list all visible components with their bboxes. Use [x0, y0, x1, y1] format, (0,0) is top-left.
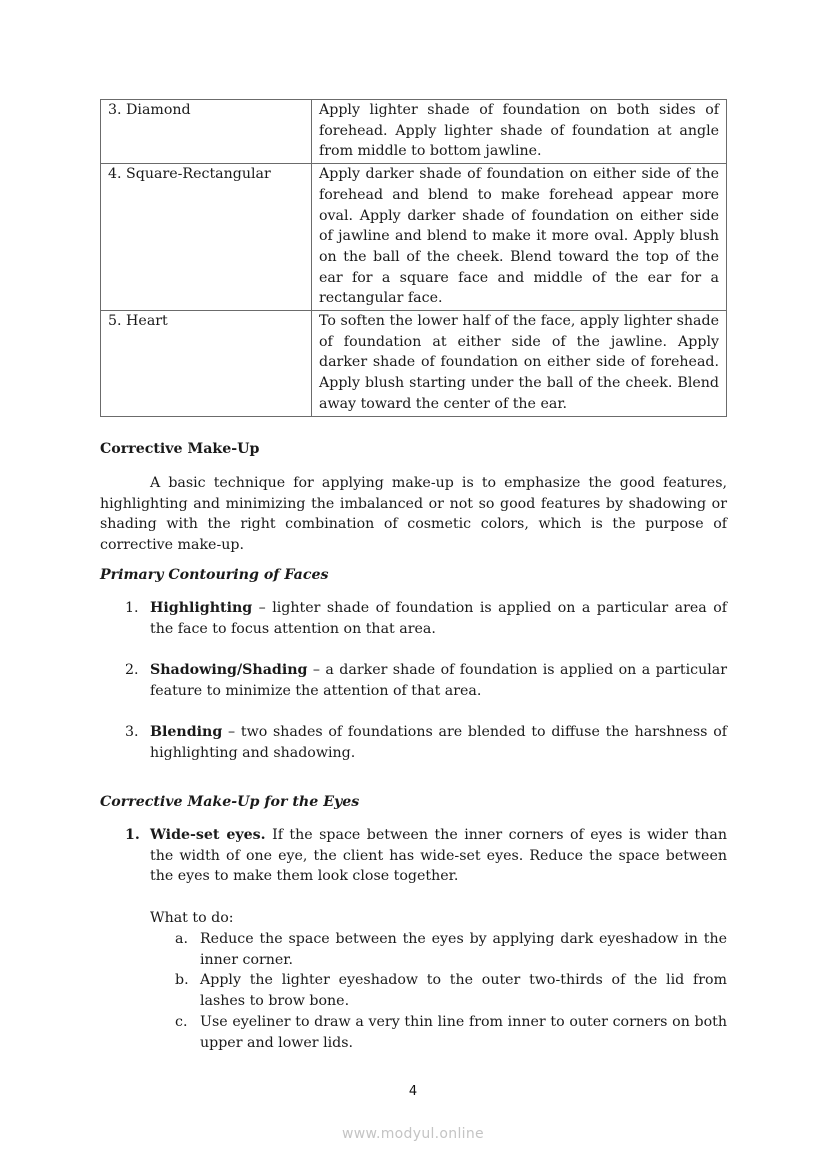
list-term: Shadowing/Shading — [150, 662, 308, 679]
list-term: Blending — [150, 724, 223, 741]
list-letter: a. — [175, 931, 188, 947]
corrective-makeup-heading: Corrective Make-Up — [100, 441, 260, 457]
steps-list — [150, 929, 727, 1053]
what-to-do-label: What to do: — [150, 910, 234, 926]
list-text: Apply the lighter eyeshadow to the outer two-thirds of the lid from lashes to brow bone. — [200, 972, 727, 1010]
face-shape-table — [100, 99, 727, 417]
face-shape-cell: 3. Diamond — [101, 100, 312, 164]
eyes-list — [100, 825, 727, 887]
description-cell: Apply darker shade of foundation on either side of the forehead and blend to make forehead appear more oval. Apply darker shade of foundation on either side of jawline and blend to make it more oval. Apply blush on the ball of the cheek. Blend toward the top of the ear for a square face and middle of the ear for a rectangular face. — [312, 164, 727, 311]
corrective-makeup-paragraph: A basic technique for applying make-up is to emphasize the good features, highlighting and minimizing the imbalanced or not so good features by shadowing or shading with the right combination of cosmetic colors, which is the purpose of corrective make-up. — [100, 475, 727, 554]
list-letter: b. — [175, 972, 189, 989]
list-term: Highlighting — [150, 600, 253, 616]
list-letter: c. — [175, 1013, 188, 1030]
eyes-heading: Corrective Make-Up for the Eyes — [100, 794, 360, 810]
description-cell: To soften the lower half of the face, apply lighter shade of foundation at either side of the jawline. Apply darker shade of foundation on either side of forehead. Apply blush starting under the ball of the cheek. Blend away toward the center of the ear. — [312, 311, 727, 417]
list-text: – two shades of foundations are blended to diffuse the harshness of highlighting and shadowing. — [150, 724, 727, 761]
list-text: Reduce the space between the eyes by applying dark eyeshadow in the inner corner. — [200, 931, 727, 968]
primary-contouring-heading: Primary Contouring of Faces — [100, 567, 329, 583]
document-page — [100, 99, 727, 1051]
list-text: If the space between the inner corners of eyes is wider than the width of one eye, the client has wide-set eyes. Reduce the space between the eyes to make them look close together. — [150, 827, 727, 885]
list-item — [150, 970, 727, 1011]
page-number: 4 — [408, 1084, 418, 1099]
list-term: Wide-set eyes. — [150, 827, 266, 843]
list-item — [150, 929, 727, 970]
list-text: – lighter shade of foundation is applied on a particular area of the face to focus attention on that area. — [150, 600, 727, 637]
list-item — [100, 722, 727, 763]
list-item — [100, 598, 727, 639]
list-text: – a darker shade of foundation is applied on a particular feature to minimize the attention of that area. — [150, 662, 727, 699]
description-cell: Apply lighter shade of foundation on both sides of forehead. Apply lighter shade of foundation at angle from middle to bottom jawline. — [312, 100, 727, 164]
list-number: 1. — [125, 600, 139, 616]
table-row — [101, 311, 727, 417]
list-item — [100, 825, 727, 887]
list-item — [100, 660, 727, 701]
table-row — [101, 164, 727, 311]
table-row — [101, 100, 727, 164]
face-shape-cell: 4. Square-Rectangular — [101, 164, 312, 311]
contouring-list — [100, 598, 727, 764]
list-item — [150, 1012, 727, 1053]
list-number: 3. — [125, 724, 139, 741]
list-number: 1. — [125, 827, 140, 843]
face-shape-cell: 5. Heart — [101, 311, 312, 417]
list-text: Use eyeliner to draw a very thin line from inner to outer corners on both upper and lower lids. — [200, 1013, 727, 1051]
watermark: www.modyul.online — [342, 1126, 484, 1142]
list-number: 2. — [125, 662, 139, 679]
